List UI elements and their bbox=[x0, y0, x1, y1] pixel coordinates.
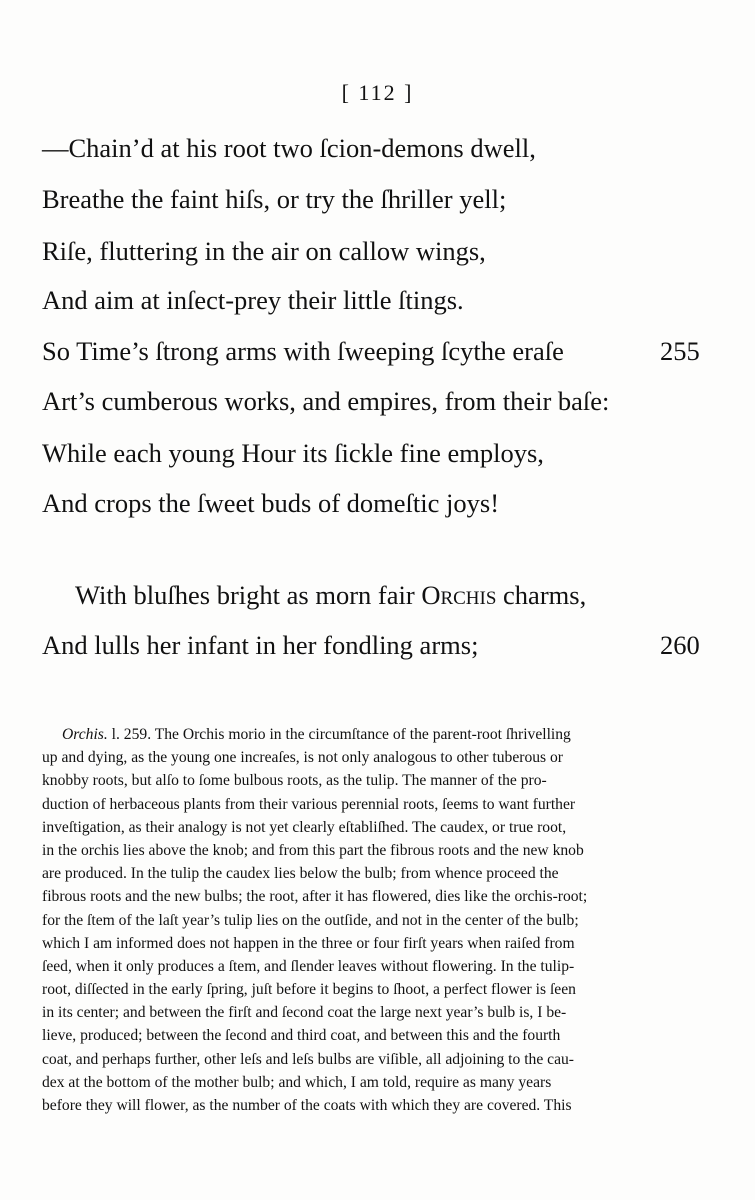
footnote-label: Orchis. bbox=[62, 726, 108, 743]
verse-line-number: 255 bbox=[660, 336, 700, 366]
verse-line-number: 260 bbox=[660, 630, 700, 660]
verse-line bbox=[42, 287, 722, 313]
verse-line bbox=[42, 632, 722, 658]
footnote-line: in the orchis lies above the knob; and from this part the fibrous roots and the new knob bbox=[42, 841, 584, 859]
verse-line bbox=[42, 440, 722, 466]
footnote bbox=[42, 723, 707, 1117]
verse-line-text-before: With bluſhes bright as morn fair bbox=[75, 580, 422, 610]
footnote-line: up and dying, as the young one increaſes, is not only analogous to other tuberous or bbox=[42, 749, 563, 767]
verse-line-text: Riſe, fluttering in the air on callow wings, bbox=[42, 236, 486, 266]
verse-line-text: —Chain’d at his root two ſcion-demons dwell, bbox=[42, 133, 536, 163]
verse-line-text: And crops the ſweet buds of domeſtic joys! bbox=[42, 488, 500, 518]
verse-line bbox=[42, 238, 722, 264]
footnote-line: lieve, produced; between the ſecond and third coat, and between this and the fourth bbox=[42, 1027, 561, 1045]
verse-line-text: Art’s cumberous works, and empires, from their baſe: bbox=[42, 386, 610, 416]
page-number: [ 112 ] bbox=[341, 80, 414, 105]
verse-line bbox=[42, 135, 722, 161]
verse-line bbox=[42, 186, 722, 212]
footnote-line: in its center; and between the firſt and ſecond coat the large next year’s bulb is, I be- bbox=[42, 1004, 567, 1022]
verse-line-text bbox=[75, 582, 586, 608]
footnote-line: for the ſtem of the laſt year’s tulip lies on the outſide, and not in the center of the bulb; bbox=[42, 911, 579, 929]
footnote-line: before they will flower, as the number of the coats with which they are covered. This bbox=[42, 1097, 572, 1114]
footnote-line: inveſtigation, as their analogy is not yet clearly eſtabliſhed. The caudex, or true root, bbox=[42, 818, 567, 836]
footnote-line: coat, and perhaps further, other leſs and leſs bulbs are viſible, all adjoining to the cau- bbox=[42, 1050, 574, 1068]
verse-line-text: So Time’s ſtrong arms with ſweeping ſcythe eraſe bbox=[42, 336, 564, 366]
footnote-line: are produced. In the tulip the caudex lies below the bulb; from whence proceed the bbox=[42, 865, 559, 883]
footnote-line bbox=[42, 723, 707, 746]
verse-line-text: While each young Hour its ſickle fine employs, bbox=[42, 438, 544, 468]
verse-line bbox=[75, 582, 755, 608]
verse-line-text: And lulls her infant in her fondling arms; bbox=[42, 630, 479, 660]
verse-line-text: Breathe the faint hiſs, or try the ſhriller yell; bbox=[42, 184, 507, 214]
verse-line bbox=[42, 338, 722, 364]
footnote-line: ſeed, when it only produces a ſtem, and ſlender leaves without flowering. In the tulip- bbox=[42, 957, 575, 975]
verse-line bbox=[42, 388, 722, 414]
verse-line-text: And aim at inſect-prey their little ſtings. bbox=[42, 285, 464, 315]
footnote-line: dex at the bottom of the mother bulb; and which, I am told, require as many years bbox=[42, 1073, 552, 1091]
footnote-line: duction of herbaceous plants from their various perennial roots, ſeems to want further bbox=[42, 795, 576, 813]
footnote-line: root, diſſected in the early ſpring, juſt before it begins to ſhoot, a perfect flower is ſeen bbox=[42, 981, 576, 999]
footnote-line-text: l. 259. The Orchis morio in the circumſtance of the parent-root ſhrivelling bbox=[107, 726, 571, 743]
orchis-smallcaps: Orchis bbox=[421, 580, 497, 610]
footnote-line: knobby roots, but alſo to ſome bulbous roots, as the tulip. The manner of the pro- bbox=[42, 772, 547, 790]
footnote-line: fibrous roots and the new bulbs; the root, after it has flowered, dies like the orchis-root; bbox=[42, 888, 588, 906]
verse-line-text-after: charms, bbox=[496, 580, 587, 610]
footnote-line: which I am informed does not happen in the three or four firſt years when raiſed from bbox=[42, 934, 575, 952]
verse-line bbox=[42, 490, 722, 516]
